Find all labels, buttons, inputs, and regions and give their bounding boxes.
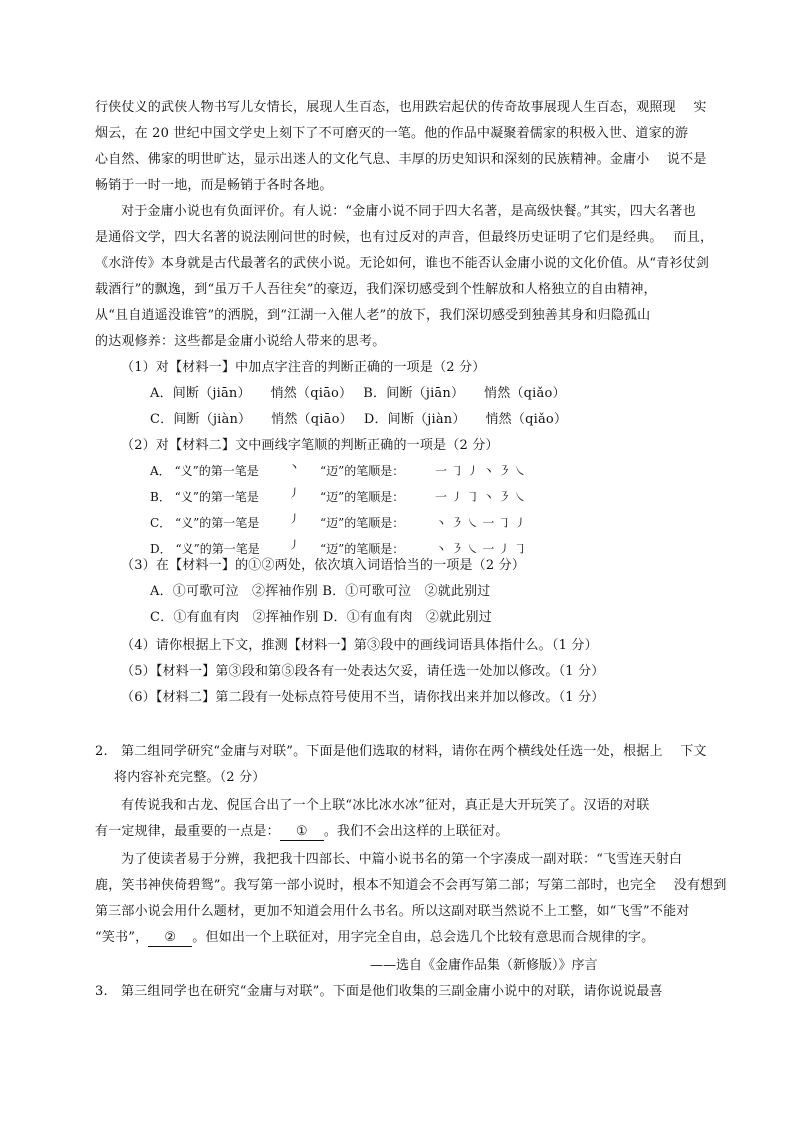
mai-label: “迈”的笔顺是： — [320, 464, 405, 478]
question-1-options-ab: A．间断（jiān） 悄然（qiāo） B．间断（jiān） 悄然（qiǎo） — [150, 386, 566, 401]
section-2-text-blank2: “笑书”， ② 。但如出一个上联征对，用字完全自由，总会选几个比较有意思而合规律的字。 — [95, 930, 655, 945]
question-3-options-cd: C．①有血有肉 ②挥袖作别 D．①有血有肉 ②就此别过 — [150, 610, 492, 625]
source-citation: ——选自《金庸作品集（新修版）》序言 — [370, 958, 598, 973]
passage-line: 载酒行”的飘逸，到“虽万千人吾往矣”的豪迈，我们深切感受到个性解放和人格独立的自由精神， — [95, 282, 657, 297]
section-2-text: 有传说我和古龙、倪匡合出了一个上联“冰比冰水冰”征对，真正是大开玩笑了。汉语的对联 — [121, 798, 650, 813]
passage-line: 心自然、佛家的明世旷达，显示出迷人的文化气息、丰厚的历史知识和深刻的民族精神。金庸小 说不是 — [95, 152, 707, 167]
question-1-options-cd: C．间断（jiàn） 悄然（qiāo） D．间断（jiàn） 悄然（qiǎo） — [150, 412, 568, 427]
question-2-option-a — [150, 460, 590, 482]
passage-line: 的达观修养：这些都是金庸小说给人带来的思考。 — [95, 334, 386, 349]
question-6: （6）【材料二】第二段有一处标点符号使用不当，请你找出来并加以修改。（1 分） — [121, 690, 605, 705]
stroke-order: 一 ㇆ ㇓ 丶 ㇋ ㇏ — [435, 464, 527, 478]
option-text: C． “义”的第一笔是 — [150, 516, 260, 530]
fill-blank-2[interactable]: ② — [148, 930, 192, 947]
stroke-order: 丶 ㇋ ㇏ 一 ㇓ ㇆ — [435, 542, 527, 556]
mai-label: “迈”的笔顺是： — [320, 542, 405, 556]
section-2-prompt: 2. 第二组同学研究“金庸与对联”。下面是他们选取的材料，请你在两个横线处任选一处，根据上 下文 — [95, 744, 707, 759]
passage-line: 行侠仗义的武侠人物书写儿女情长，展现人生百态，也用跌宕起伏的传奇故事展现人生百态，观照现 实 — [95, 100, 707, 115]
section-3-prompt: 3. 第三组同学也在研究“金庸与对联”。下面是他们收集的三副金庸小说中的对联，请你说说最喜 — [95, 984, 663, 999]
passage-line: 《水浒传》本身就是古代最著名的武侠小说。无论如何，谁也不能否认金庸小说的文化价值。从“青衫仗剑 — [95, 256, 710, 271]
question-4: （4）请你根据上下文，推测【材料一】第③段中的画线词语具体指什么。（1 分） — [121, 638, 598, 653]
option-text: D． “义”的第一笔是 — [150, 542, 260, 556]
question-3-options-ab: A．①可歌可泣 ②挥袖作别 B．①可歌可泣 ②就此别过 — [150, 584, 491, 599]
fill-blank-1[interactable]: ① — [280, 824, 324, 841]
passage-line: 烟云，在 20 世纪中国文学史上刻下了不可磨灭的一笔。他的作品中凝聚着儒家的积极入世、道家的游 — [95, 126, 689, 141]
stroke-order: 丶 ㇋ ㇏ 一 ㇆ ㇓ — [435, 516, 527, 530]
mai-label: “迈”的笔顺是： — [320, 490, 405, 504]
question-1-stem: （1）对【材料一】中加点字注音的判断正确的一项是（2 分） — [121, 360, 486, 375]
first-stroke-glyph: ㇓ — [288, 538, 301, 552]
question-3-stem: （3）在【材料一】的①②两处，依次填入词语恰当的一项是（2 分） — [121, 558, 526, 573]
section-2-prompt-cont: 将内容补充完整。（2 分） — [114, 770, 266, 785]
passage-line: 对于金庸小说也有负面评价。有人说：“金庸小说不同于四大名著，是高级快餐。”其实，四大名著也 — [121, 204, 696, 219]
first-stroke-glyph: ㇓ — [288, 512, 301, 526]
option-text: A． “义”的第一笔是 — [150, 464, 259, 478]
question-2-stem: （2）对【材料二】文中画线字笔顺的判断正确的一项是（2 分） — [121, 438, 499, 453]
first-stroke-glyph: 丶 — [288, 460, 301, 474]
first-stroke-glyph: ㇓ — [288, 486, 301, 500]
section-2-text-blank1: 有一定规律，最重要的一点是： ① 。我们不会出这样的上联征对。 — [95, 824, 509, 839]
question-5: （5）【材料一】第③段和第⑤段各有一处表达欠妥，请任选一处加以修改。（1 分） — [121, 664, 605, 679]
passage-line: 畅销于一时一地，而是畅销于各时各地。 — [95, 178, 333, 193]
passage-line: 从“且自逍遥没谁管”的洒脱，到“江湖一入催人老”的放下，我们深切感受到独善其身和归隐孤山 — [95, 308, 651, 323]
passage-line: 是通俗文学，四大名著的说法刚问世的时候，也有过反对的声音，但最终历史证明了它们是经典。 而且， — [95, 230, 714, 245]
option-text: B． “义”的第一笔是 — [150, 490, 259, 504]
question-2-option-b — [150, 486, 590, 508]
section-2-text: 鹿，笑书神侠倚碧鸳”。我写第一部小说时，根本不知道会不会再写第二部；写第二部时，也完全 没有想到 — [95, 878, 727, 893]
section-2-text: 为了使读者易于分辨，我把我十四部长、中篇小说书名的第一个字凑成一副对联：“飞雪连天射白 — [121, 852, 683, 867]
section-2-text: 第三部小说会用什么题材，更加不知道会用什么书名。所以这副对联当然说不上工整，如“飞雪”不能对 — [95, 904, 690, 919]
question-2-option-c — [150, 512, 590, 534]
mai-label: “迈”的笔顺是： — [320, 516, 405, 530]
stroke-order: 一 ㇓ ㇆ 丶 ㇋ ㇏ — [435, 490, 527, 504]
